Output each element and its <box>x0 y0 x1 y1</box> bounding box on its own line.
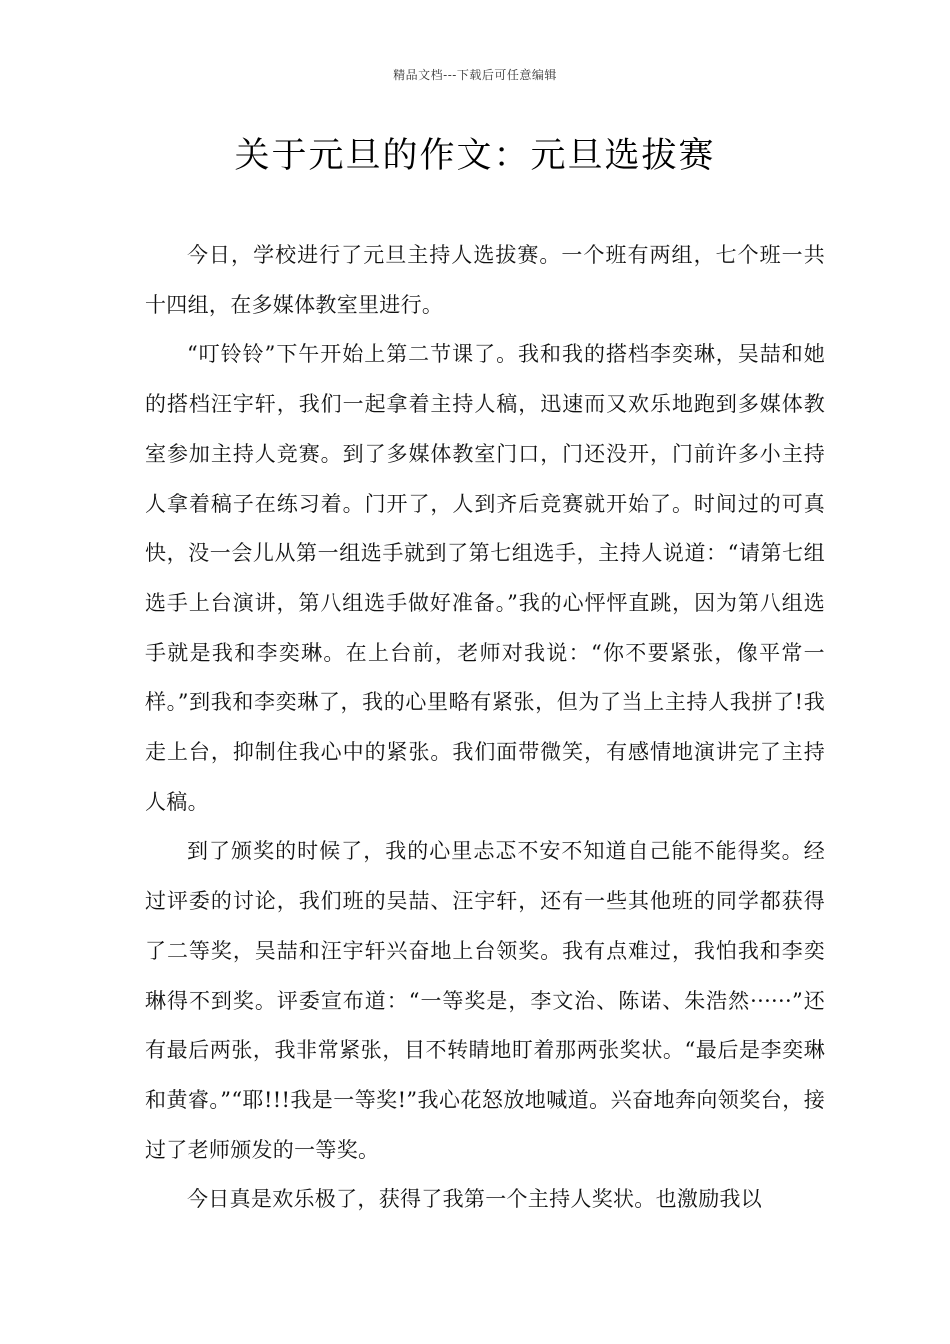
paragraph-4: 今日真是欢乐极了，获得了我第一个主持人奖状。也激励我以 <box>187 1187 763 1212</box>
document-title: 关于元旦的作文：元旦选拔赛 <box>234 136 716 176</box>
paragraph-3: 到了颁奖的时候了，我的心里忐忑不安不知道自己能不能得奖。经过评委的讨论，我们班的吴喆、汪宇轩，还有一些其他班的同学都获得了二等奖，吴喆和汪宇轩兴奋地上台领奖。我有点难过，我怕我和李奕琳得不到奖。评委宣布道：“一等奖是，李文治、陈诺、朱浩然······”还有最后两张，我非常紧张，目不转睛地盯着那两张奖状。“最后是李奕琳和黄睿。”“耶!!!我是一等奖!”我心花怒放地喊道。兴奋地奔向领奖台，接过了老师颁发的一等奖。 <box>145 839 825 1162</box>
paragraph-2: “叮铃铃”下午开始上第二节课了。我和我的搭档李奕琳，吴喆和她的搭档汪宇轩，我们一起拿着主持人稿，迅速而又欢乐地跑到多媒体教室参加主持人竞赛。到了多媒体教室门口，门还没开，门前许多小主持人拿着稿子在练习着。门开了，人到齐后竞赛就开始了。时间过的可真快，没一会儿从第一组选手就到了第七组选手，主持人说道：“请第七组选手上台演讲，第八组选手做好准备。”我的心怦怦直跳，因为第八组选手就是我和李奕琳。在上台前，老师对我说：“你不要紧张，像平常一样。”到我和李奕琳了，我的心里略有紧张，但为了当上主持人我拼了!我走上台，抑制住我心中的紧张。我们面带微笑，有感情地演讲完了主持人稿。 <box>145 342 825 814</box>
document-body <box>145 231 825 1225</box>
paragraph-1: 今日，学校进行了元旦主持人选拔赛。一个班有两组，七个班一共十四组，在多媒体教室里进行。 <box>145 243 825 317</box>
header-note: 精品文档---下载后可任意编辑 <box>393 68 557 82</box>
